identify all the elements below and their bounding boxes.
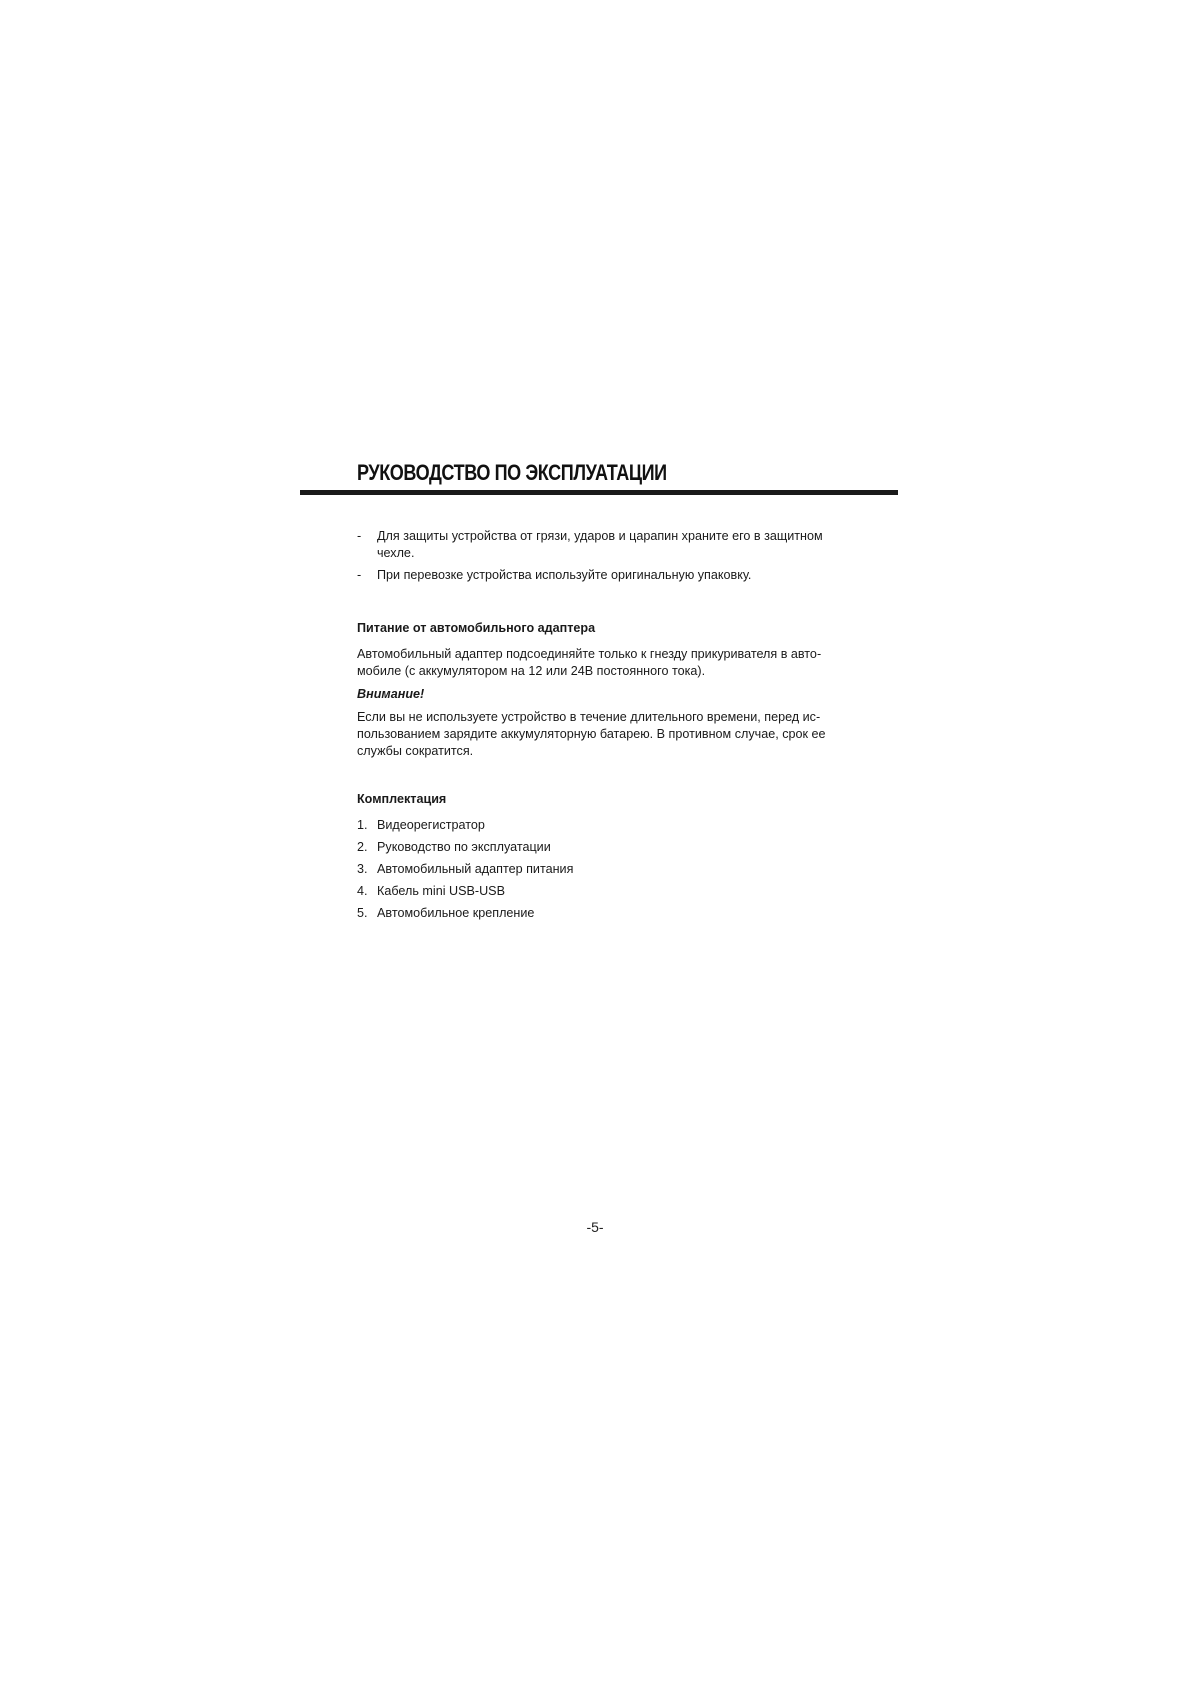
contents-heading: Комплектация (357, 792, 447, 806)
number-marker: 3. (357, 862, 368, 876)
number-marker: 1. (357, 818, 368, 832)
list-item (357, 567, 847, 584)
list-item-text: Видеорегистратор (377, 818, 485, 832)
list-item (357, 528, 847, 562)
number-marker: 5. (357, 906, 368, 920)
dash-marker: - (357, 529, 362, 543)
list-item-text: Для защиты устройства от грязи, ударов и царапин храните его в защитном чехле. (377, 529, 823, 560)
attention-text: Если вы не используете устройство в течение длительного времени, перед ис-пользованием зарядите аккумуляторную батарею. В противном случае, срок ее службы сократится. (357, 710, 826, 758)
list-item (357, 817, 847, 834)
list-item-text: Руководство по эксплуатации (377, 840, 551, 854)
list-item-text: Кабель mini USB-USB (377, 884, 505, 898)
number-marker: 4. (357, 884, 368, 898)
page-title: РУКОВОДСТВО ПО ЭКСПЛУАТАЦИИ (357, 460, 667, 485)
power-heading: Питание от автомобильного адаптера (357, 621, 596, 635)
page-content (357, 528, 847, 927)
dash-marker: - (357, 568, 362, 582)
list-item (357, 883, 847, 900)
care-list (357, 528, 847, 584)
list-item (357, 905, 847, 922)
list-item (357, 861, 847, 878)
contents-list (357, 817, 847, 922)
page-number: -5- (586, 1219, 604, 1235)
number-marker: 2. (357, 840, 368, 854)
header-rule (300, 490, 898, 495)
list-item-text: Автомобильный адаптер питания (377, 862, 574, 876)
list-item-text: При перевозке устройства используйте оригинальную упаковку. (377, 568, 752, 582)
attention-label: Внимание! (357, 687, 425, 701)
list-item (357, 839, 847, 856)
list-item-text: Автомобильное крепление (377, 906, 535, 920)
power-text: Автомобильный адаптер подсоединяйте только к гнезду прикуривателя в авто-мобиле (с аккумулятором на 12 или 24В постоянного тока). (357, 647, 822, 678)
